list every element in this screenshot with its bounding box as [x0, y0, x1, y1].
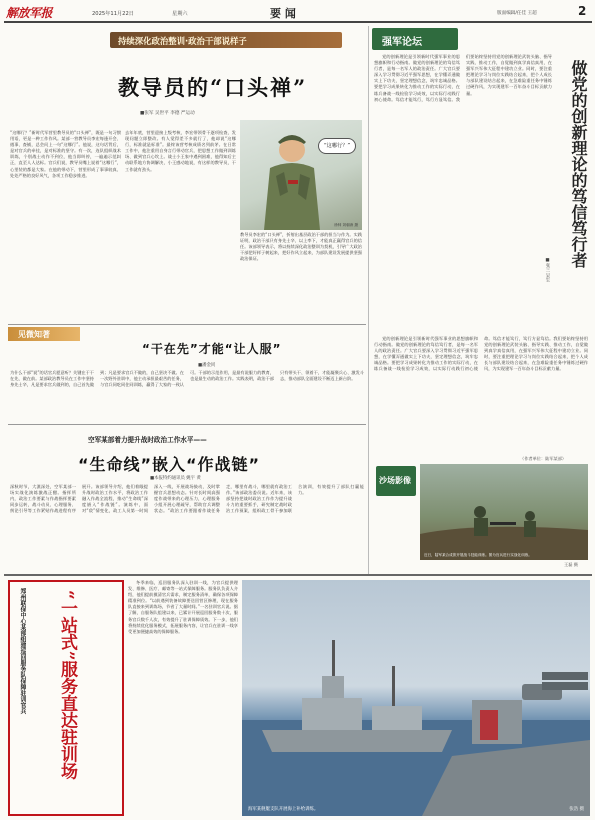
column-footnote: （作者单位：陆军某部）	[520, 456, 567, 461]
column-banner	[372, 28, 458, 50]
column-photo-credit: 王磊 摄	[564, 562, 578, 567]
lead-title: 教导员的“口头禅”	[118, 75, 308, 100]
lead-photo	[240, 120, 362, 230]
lead-column-1: “这哪行？”新时代军营里教导员的“口头禅”，既是一句习惯用语，更是一种工作作风。某部一营教导员李宏每逢开会、遇事、查铺，总会问上一句“这哪行”。他说，这句话背后，是对官兵的牵挂，是对标准的坚守。有一次，连队组织战术训练，个别战士动作不到位，他当即叫停，一遍遍示范纠正，直至人人达标。官兵们说，教导员嘴上说着“这哪行”，心里装的都是大家。在他的带动下，营里形成了事事较真、处处严格的良好风气，各项工作稳步推进。	[10, 130, 121, 178]
column-photo-tag-text: 沙场影像	[379, 476, 411, 485]
column-body-top: 党的创新理论是引领新时代强军事业的思想旗帜和行动指南。做党的创新理论的笃信笃行者，是每一名军人的政治责任。广大官兵要深入学习贯彻习近平强军思想，在学懂弄通做实上下功夫，坚定理想信念，筑牢忠诚品格。要把学习成果转化为推动工作的实际行动，在练兵备战一线检验学习成效，以实际行动践行初心使命。笃信才能笃行，笃行方显笃信。我们要始终坚持用党的创新理论武装头脑、指导实践、推动工作，自觉做到真学真信真用，在强军兴军伟大征程中建功立业。同时，要注重把理论学习与岗位实践结合起来，把个人成长与部队建设结合起来，在急难险重任务中锤炼过硬作风，为实现建军一百年奋斗目标贡献力量。	[374, 54, 552, 102]
issue-date: 2025年11月22日	[92, 11, 134, 17]
bottom-rule	[4, 574, 592, 576]
bottom-photo-caption: 海军某舰艇支队开展海上补给训练。	[248, 807, 319, 812]
section-title: 要 闻	[270, 7, 296, 20]
column-photo-caption: 近日，陆军某合成旅开展战斗技能训练。图为官兵进行实战化训练。	[424, 553, 532, 558]
bottom-photo	[242, 580, 590, 816]
column-photo	[420, 464, 588, 560]
bottom-body: 冬季来临，巡回服务队深入驻训一线，为官兵提供理发、维修、医疗、邮寄等一站式保障服务。服务队负责人介绍，他们提前摸清官兵需求，制定服务清单，确保各项保障精准到位。“以前遇到装备故障要送回营区修理，现在服务队直接来到训练场，节省了大量时间。”一名驻训官兵说。据了解，自服务队组建以来，已累计开展巡回服务数十次，服务官兵数千人次，有效提升了驻训保障质效。下一步，他们将持续优化服务模式，拓展服务内容，让官兵在驻训一线享受更加便捷高效的保障服务。	[128, 580, 238, 634]
ships-illustration	[242, 580, 590, 816]
bottom-title: “一站式”服务直达驻训场	[57, 590, 77, 780]
issue-weekday: 星期六	[172, 11, 188, 17]
feature2-title: “干在先”才能“让人服”	[142, 342, 282, 356]
feature3-kicker: 空军某部着力提升战时政治工作水平——	[88, 436, 207, 444]
page-number: 2	[578, 4, 587, 18]
feature2-body: 为什么干部“说”的话官兵愿意听？关键在于干在先、做在前。某部政治教导员在工作中坚持身先士卒，凡是要求官兵做到的，自己首先做到；凡是要求官兵不做的，自己坚决不做。在一次野外驻训中，他主动承担最艰苦的任务，与官兵同吃同住同训练，赢得了大家的一致认可。干部的示范作用，是最有说服力的教育，也是最生动的政治工作。实践表明，政治干部只有带头干、领着干，才能凝聚兵心、激发斗志，推动部队全面建设不断迈上新台阶。	[10, 370, 364, 388]
lead-column-2: 去年年底，营里迎接上级考核，李宏带领骨干逐项检查，发现问题立即整改。有人觉得差不多就行了，他却说“这哪行，标准就是标准”。最终该营考核成绩名列前茅。在日常工作中，他注重用自身言行带动官兵，把思想工作做到训练场、做到官兵心坎上。战士小王家中遇到困难，他得知后主动联系地方协调解决，小王感动地说，有这样的教导员，干工作就有劲头。	[125, 130, 236, 172]
masthead-logo: 解放军报	[6, 6, 53, 20]
column-body-bottom: 党的创新理论是引领新时代强军事业的思想旗帜和行动指南。做党的创新理论的笃信笃行者，是每一名军人的政治责任。广大官兵要深入学习贯彻习近平强军思想，在学懂弄通做实上下功夫，坚定理想信念，筑牢忠诚品格。要把学习成果转化为推动工作的实际行动，在练兵备战一线检验学习成效，以实际行动践行初心使命。笃信才能笃行，笃行方显笃信。我们要始终坚持用党的创新理论武装头脑、指导实践、推动工作，自觉做到真学真信真用，在强军兴军伟大征程中建功立业。同时，要注重把理论学习与岗位实践结合起来，把个人成长与部队建设结合起来，在急难险重任务中锤炼过硬作风，为实现建军一百年奋斗目标贡献力量。	[374, 336, 588, 372]
bottom-photo-credit: 张浩 摄	[569, 807, 584, 812]
column-author: ■张三 吴生	[545, 258, 550, 282]
lead-banner	[110, 32, 342, 48]
feature2-tag	[8, 327, 80, 341]
column-banner-text: 强军论坛	[382, 37, 422, 48]
bottom-side-kicker: 郑州联保中心某部组建巡回服务队保障驻训官兵	[19, 588, 26, 714]
page-editors: 版面编辑/任佳 王超	[497, 11, 537, 16]
feature3-title: “生命线”嵌入“作战链”	[78, 455, 261, 474]
soldier-illustration	[240, 120, 362, 230]
divider-1	[8, 324, 366, 325]
lead-byline: ■张军 吴世平 李德 严运动	[140, 111, 195, 116]
divider-2	[8, 424, 366, 425]
column-photo-tag	[376, 466, 416, 496]
feature3-byline: ■本报特约通讯员 姚宇 黄	[150, 476, 201, 481]
photo-credit: 徐帅 刘朝涛 摄	[334, 223, 358, 227]
header-rule	[4, 21, 592, 23]
feature2-byline: ■潘金同	[198, 363, 216, 368]
lead-banner-text: 持续深化政治整训·政治干部说样子	[118, 36, 247, 46]
training-illustration	[420, 464, 588, 560]
speech-bubble: “这哪行？”	[318, 138, 356, 154]
column-title: 做党的创新理论的笃信笃行者	[569, 60, 588, 268]
feature2-tag-text: 见微知著	[18, 330, 50, 339]
column-separator	[368, 26, 369, 574]
feature3-body: 深秋时节，大漠深处，空军某部一场实战化演练激战正酣。指挥所内，政治工作要素与作战指挥要素同步运转，战斗动员、心理服务、舆论引导等工作紧贴作战进程有序展开。该部领导介绍，他们着眼提升战时政治工作水平，将政治工作融入作战全流程，推动“生命线”深度嵌入“作战链”。演练中，面对“敌”情变化，政工人员第一时间深入一线，开展战场鼓动，及时掌握官兵思想动态。针对长时间高强度作战带来的心理压力，心理服务小组开展心理疏导，帮助官兵调整状态。“政治工作要跟着作战任务走，哪里有战斗，哪里就有政治工作。”该部政治委员说。近年来，该部坚持把战时政治工作作为提升战斗力的重要抓手，研究制定战时政治工作预案，组织政工骨干参加联合演训，有效提升了部队打赢能力。	[10, 484, 364, 514]
lead-column-3: 教导员李宏的“口头禅”，折射出基层政治干部的担当与作为。实践证明，政治干部只有身先士卒、以上率下，才能真正赢得官兵的信任。该部领导表示，将以持续深化政治整训为契机，引导广大政治干部把好样子树起来，把好作风立起来，为部队建设发展提供坚强政治保证。	[240, 232, 362, 262]
